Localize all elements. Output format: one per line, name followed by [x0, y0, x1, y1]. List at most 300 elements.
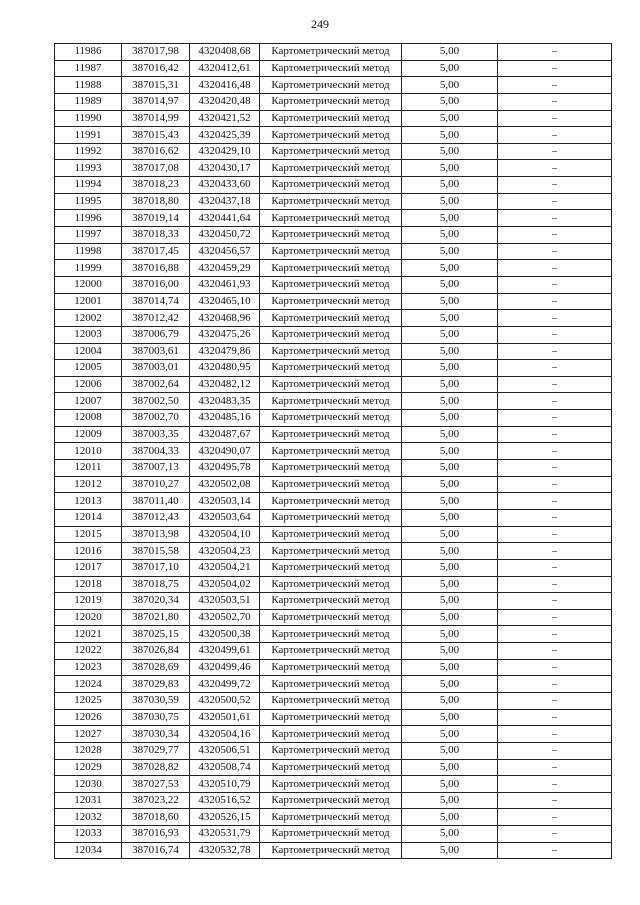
accuracy-cell: 5,00 [402, 776, 498, 793]
note-cell: – [498, 44, 612, 61]
point-number-cell: 12019 [55, 593, 122, 610]
x-coordinate-cell: 387016,62 [122, 143, 190, 160]
x-coordinate-cell: 387017,98 [122, 44, 190, 61]
x-coordinate-cell: 387028,69 [122, 659, 190, 676]
x-coordinate-cell: 387012,43 [122, 509, 190, 526]
table-row [55, 659, 612, 676]
point-number-cell: 12034 [55, 842, 122, 859]
x-coordinate-cell: 387017,45 [122, 243, 190, 260]
table-row [55, 643, 612, 660]
accuracy-cell: 5,00 [402, 44, 498, 61]
method-cell: Картометрический метод [260, 809, 402, 826]
x-coordinate-cell: 387018,33 [122, 227, 190, 244]
table-row [55, 726, 612, 743]
accuracy-cell: 5,00 [402, 460, 498, 477]
method-cell: Картометрический метод [260, 676, 402, 693]
y-coordinate-cell: 4320441,64 [190, 210, 260, 227]
point-number-cell: 12001 [55, 293, 122, 310]
table-row [55, 227, 612, 244]
y-coordinate-cell: 4320461,93 [190, 276, 260, 293]
point-number-cell: 12004 [55, 343, 122, 360]
method-cell: Картометрический метод [260, 692, 402, 709]
note-cell: – [498, 110, 612, 127]
point-number-cell: 12015 [55, 526, 122, 543]
method-cell: Картометрический метод [260, 210, 402, 227]
point-number-cell: 12030 [55, 776, 122, 793]
point-number-cell: 12016 [55, 543, 122, 560]
point-number-cell: 12014 [55, 509, 122, 526]
accuracy-cell: 5,00 [402, 60, 498, 77]
table-row [55, 293, 612, 310]
table-row [55, 376, 612, 393]
point-number-cell: 12026 [55, 709, 122, 726]
table-row [55, 526, 612, 543]
accuracy-cell: 5,00 [402, 526, 498, 543]
accuracy-cell: 5,00 [402, 759, 498, 776]
y-coordinate-cell: 4320437,18 [190, 193, 260, 210]
accuracy-cell: 5,00 [402, 343, 498, 360]
note-cell: – [498, 310, 612, 327]
note-cell: – [498, 293, 612, 310]
table-row [55, 276, 612, 293]
method-cell: Картометрический метод [260, 60, 402, 77]
x-coordinate-cell: 387011,40 [122, 493, 190, 510]
table-row [55, 143, 612, 160]
accuracy-cell: 5,00 [402, 426, 498, 443]
note-cell: – [498, 243, 612, 260]
accuracy-cell: 5,00 [402, 509, 498, 526]
accuracy-cell: 5,00 [402, 243, 498, 260]
method-cell: Картометрический метод [260, 393, 402, 410]
method-cell: Картометрический метод [260, 177, 402, 194]
x-coordinate-cell: 387017,10 [122, 559, 190, 576]
point-number-cell: 12032 [55, 809, 122, 826]
point-number-cell: 12025 [55, 692, 122, 709]
method-cell: Картометрический метод [260, 792, 402, 809]
method-cell: Картометрический метод [260, 493, 402, 510]
method-cell: Картометрический метод [260, 260, 402, 277]
note-cell: – [498, 426, 612, 443]
note-cell: – [498, 792, 612, 809]
note-cell: – [498, 393, 612, 410]
point-number-cell: 12027 [55, 726, 122, 743]
note-cell: – [498, 526, 612, 543]
y-coordinate-cell: 4320412,61 [190, 60, 260, 77]
method-cell: Картометрический метод [260, 343, 402, 360]
table-row [55, 210, 612, 227]
point-number-cell: 12003 [55, 326, 122, 343]
x-coordinate-cell: 387026,84 [122, 643, 190, 660]
table-row [55, 110, 612, 127]
note-cell: – [498, 460, 612, 477]
note-cell: – [498, 227, 612, 244]
note-cell: – [498, 742, 612, 759]
y-coordinate-cell: 4320503,64 [190, 509, 260, 526]
table-row [55, 776, 612, 793]
point-number-cell: 12005 [55, 360, 122, 377]
x-coordinate-cell: 387003,01 [122, 360, 190, 377]
x-coordinate-cell: 387003,35 [122, 426, 190, 443]
table-row [55, 77, 612, 94]
point-number-cell: 12009 [55, 426, 122, 443]
y-coordinate-cell: 4320430,17 [190, 160, 260, 177]
x-coordinate-cell: 387014,74 [122, 293, 190, 310]
table-row [55, 559, 612, 576]
method-cell: Картометрический метод [260, 360, 402, 377]
y-coordinate-cell: 4320416,48 [190, 77, 260, 94]
y-coordinate-cell: 4320503,14 [190, 493, 260, 510]
accuracy-cell: 5,00 [402, 643, 498, 660]
table-row [55, 676, 612, 693]
x-coordinate-cell: 387020,34 [122, 593, 190, 610]
y-coordinate-cell: 4320500,38 [190, 626, 260, 643]
note-cell: – [498, 376, 612, 393]
note-cell: – [498, 809, 612, 826]
x-coordinate-cell: 387016,00 [122, 276, 190, 293]
accuracy-cell: 5,00 [402, 143, 498, 160]
note-cell: – [498, 826, 612, 843]
point-number-cell: 12028 [55, 742, 122, 759]
accuracy-cell: 5,00 [402, 210, 498, 227]
method-cell: Картометрический метод [260, 576, 402, 593]
x-coordinate-cell: 387002,50 [122, 393, 190, 410]
x-coordinate-cell: 387013,98 [122, 526, 190, 543]
method-cell: Картометрический метод [260, 143, 402, 160]
note-cell: – [498, 776, 612, 793]
accuracy-cell: 5,00 [402, 227, 498, 244]
table-row [55, 260, 612, 277]
method-cell: Картометрический метод [260, 559, 402, 576]
accuracy-cell: 5,00 [402, 543, 498, 560]
note-cell: – [498, 709, 612, 726]
note-cell: – [498, 692, 612, 709]
method-cell: Картометрический метод [260, 443, 402, 460]
accuracy-cell: 5,00 [402, 127, 498, 144]
table-body [55, 44, 612, 859]
accuracy-cell: 5,00 [402, 792, 498, 809]
table-row [55, 692, 612, 709]
table-row [55, 443, 612, 460]
table-row [55, 792, 612, 809]
x-coordinate-cell: 387012,42 [122, 310, 190, 327]
point-number-cell: 11999 [55, 260, 122, 277]
method-cell: Картометрический метод [260, 776, 402, 793]
point-number-cell: 11997 [55, 227, 122, 244]
y-coordinate-cell: 4320490,07 [190, 443, 260, 460]
x-coordinate-cell: 387015,43 [122, 127, 190, 144]
point-number-cell: 12031 [55, 792, 122, 809]
note-cell: – [498, 360, 612, 377]
note-cell: – [498, 593, 612, 610]
y-coordinate-cell: 4320499,61 [190, 643, 260, 660]
table-row [55, 826, 612, 843]
accuracy-cell: 5,00 [402, 626, 498, 643]
method-cell: Картометрический метод [260, 643, 402, 660]
accuracy-cell: 5,00 [402, 476, 498, 493]
note-cell: – [498, 410, 612, 427]
table-row [55, 410, 612, 427]
accuracy-cell: 5,00 [402, 360, 498, 377]
note-cell: – [498, 177, 612, 194]
y-coordinate-cell: 4320500,52 [190, 692, 260, 709]
note-cell: – [498, 543, 612, 560]
y-coordinate-cell: 4320475,26 [190, 326, 260, 343]
y-coordinate-cell: 4320468,96 [190, 310, 260, 327]
accuracy-cell: 5,00 [402, 709, 498, 726]
accuracy-cell: 5,00 [402, 77, 498, 94]
x-coordinate-cell: 387014,99 [122, 110, 190, 127]
point-number-cell: 12023 [55, 659, 122, 676]
y-coordinate-cell: 4320502,70 [190, 609, 260, 626]
note-cell: – [498, 626, 612, 643]
method-cell: Картометрический метод [260, 726, 402, 743]
accuracy-cell: 5,00 [402, 593, 498, 610]
table-row [55, 626, 612, 643]
table-row [55, 609, 612, 626]
method-cell: Картометрический метод [260, 826, 402, 843]
x-coordinate-cell: 387030,59 [122, 692, 190, 709]
x-coordinate-cell: 387017,08 [122, 160, 190, 177]
x-coordinate-cell: 387018,23 [122, 177, 190, 194]
point-number-cell: 12007 [55, 393, 122, 410]
method-cell: Картометрический метод [260, 609, 402, 626]
method-cell: Картометрический метод [260, 44, 402, 61]
table-row [55, 709, 612, 726]
method-cell: Картометрический метод [260, 127, 402, 144]
point-number-cell: 12011 [55, 460, 122, 477]
point-number-cell: 12000 [55, 276, 122, 293]
table-row [55, 593, 612, 610]
note-cell: – [498, 493, 612, 510]
method-cell: Картометрический метод [260, 376, 402, 393]
x-coordinate-cell: 387028,82 [122, 759, 190, 776]
accuracy-cell: 5,00 [402, 676, 498, 693]
method-cell: Картометрический метод [260, 410, 402, 427]
x-coordinate-cell: 387006,79 [122, 326, 190, 343]
y-coordinate-cell: 4320479,86 [190, 343, 260, 360]
point-number-cell: 11986 [55, 44, 122, 61]
accuracy-cell: 5,00 [402, 842, 498, 859]
accuracy-cell: 5,00 [402, 276, 498, 293]
table-row [55, 809, 612, 826]
accuracy-cell: 5,00 [402, 110, 498, 127]
x-coordinate-cell: 387015,58 [122, 543, 190, 560]
table-row [55, 93, 612, 110]
y-coordinate-cell: 4320421,52 [190, 110, 260, 127]
method-cell: Картометрический метод [260, 110, 402, 127]
x-coordinate-cell: 387030,75 [122, 709, 190, 726]
point-number-cell: 12021 [55, 626, 122, 643]
method-cell: Картометрический метод [260, 310, 402, 327]
y-coordinate-cell: 4320456,57 [190, 243, 260, 260]
method-cell: Картометрический метод [260, 626, 402, 643]
method-cell: Картометрический метод [260, 276, 402, 293]
x-coordinate-cell: 387019,14 [122, 210, 190, 227]
y-coordinate-cell: 4320499,72 [190, 676, 260, 693]
note-cell: – [498, 476, 612, 493]
y-coordinate-cell: 4320408,68 [190, 44, 260, 61]
x-coordinate-cell: 387014,97 [122, 93, 190, 110]
x-coordinate-cell: 387007,13 [122, 460, 190, 477]
note-cell: – [498, 160, 612, 177]
accuracy-cell: 5,00 [402, 692, 498, 709]
y-coordinate-cell: 4320480,95 [190, 360, 260, 377]
table-row [55, 160, 612, 177]
y-coordinate-cell: 4320508,74 [190, 759, 260, 776]
note-cell: – [498, 343, 612, 360]
x-coordinate-cell: 387029,83 [122, 676, 190, 693]
accuracy-cell: 5,00 [402, 260, 498, 277]
y-coordinate-cell: 4320499,46 [190, 659, 260, 676]
accuracy-cell: 5,00 [402, 393, 498, 410]
point-number-cell: 11995 [55, 193, 122, 210]
method-cell: Картометрический метод [260, 543, 402, 560]
method-cell: Картометрический метод [260, 193, 402, 210]
table-row [55, 426, 612, 443]
y-coordinate-cell: 4320482,12 [190, 376, 260, 393]
point-number-cell: 11994 [55, 177, 122, 194]
table-row [55, 460, 612, 477]
note-cell: – [498, 842, 612, 859]
x-coordinate-cell: 387023,22 [122, 792, 190, 809]
x-coordinate-cell: 387002,64 [122, 376, 190, 393]
y-coordinate-cell: 4320526,15 [190, 809, 260, 826]
method-cell: Картометрический метод [260, 509, 402, 526]
table-row [55, 343, 612, 360]
method-cell: Картометрический метод [260, 160, 402, 177]
x-coordinate-cell: 387027,53 [122, 776, 190, 793]
note-cell: – [498, 193, 612, 210]
y-coordinate-cell: 4320485,16 [190, 410, 260, 427]
note-cell: – [498, 260, 612, 277]
note-cell: – [498, 127, 612, 144]
note-cell: – [498, 576, 612, 593]
point-number-cell: 12013 [55, 493, 122, 510]
note-cell: – [498, 659, 612, 676]
x-coordinate-cell: 387002,70 [122, 410, 190, 427]
accuracy-cell: 5,00 [402, 177, 498, 194]
method-cell: Картометрический метод [260, 227, 402, 244]
note-cell: – [498, 559, 612, 576]
x-coordinate-cell: 387010,27 [122, 476, 190, 493]
point-number-cell: 12029 [55, 759, 122, 776]
point-number-cell: 11987 [55, 60, 122, 77]
point-number-cell: 11991 [55, 127, 122, 144]
x-coordinate-cell: 387018,75 [122, 576, 190, 593]
point-number-cell: 12033 [55, 826, 122, 843]
table-row [55, 177, 612, 194]
accuracy-cell: 5,00 [402, 410, 498, 427]
note-cell: – [498, 60, 612, 77]
y-coordinate-cell: 4320532,78 [190, 842, 260, 859]
x-coordinate-cell: 387016,88 [122, 260, 190, 277]
point-number-cell: 11989 [55, 93, 122, 110]
method-cell: Картометрический метод [260, 93, 402, 110]
x-coordinate-cell: 387016,42 [122, 60, 190, 77]
point-number-cell: 12017 [55, 559, 122, 576]
method-cell: Картометрический метод [260, 426, 402, 443]
note-cell: – [498, 676, 612, 693]
y-coordinate-cell: 4320433,60 [190, 177, 260, 194]
y-coordinate-cell: 4320504,21 [190, 559, 260, 576]
x-coordinate-cell: 387021,80 [122, 609, 190, 626]
y-coordinate-cell: 4320516,52 [190, 792, 260, 809]
method-cell: Картометрический метод [260, 460, 402, 477]
y-coordinate-cell: 4320504,16 [190, 726, 260, 743]
note-cell: – [498, 726, 612, 743]
point-number-cell: 11993 [55, 160, 122, 177]
y-coordinate-cell: 4320506,51 [190, 742, 260, 759]
y-coordinate-cell: 4320459,29 [190, 260, 260, 277]
y-coordinate-cell: 4320483,35 [190, 393, 260, 410]
table-row [55, 476, 612, 493]
x-coordinate-cell: 387029,77 [122, 742, 190, 759]
method-cell: Картометрический метод [260, 659, 402, 676]
accuracy-cell: 5,00 [402, 559, 498, 576]
table-row [55, 393, 612, 410]
point-number-cell: 12008 [55, 410, 122, 427]
x-coordinate-cell: 387004,33 [122, 443, 190, 460]
note-cell: – [498, 276, 612, 293]
y-coordinate-cell: 4320487,67 [190, 426, 260, 443]
x-coordinate-cell: 387003,61 [122, 343, 190, 360]
accuracy-cell: 5,00 [402, 193, 498, 210]
method-cell: Картометрический метод [260, 293, 402, 310]
method-cell: Картометрический метод [260, 593, 402, 610]
table-row [55, 310, 612, 327]
method-cell: Картометрический метод [260, 77, 402, 94]
point-number-cell: 11990 [55, 110, 122, 127]
y-coordinate-cell: 4320510,79 [190, 776, 260, 793]
y-coordinate-cell: 4320504,10 [190, 526, 260, 543]
table-row [55, 360, 612, 377]
note-cell: – [498, 643, 612, 660]
note-cell: – [498, 443, 612, 460]
table-row [55, 493, 612, 510]
table-row [55, 193, 612, 210]
point-number-cell: 12010 [55, 443, 122, 460]
page-number: 249 [311, 17, 329, 31]
y-coordinate-cell: 4320504,23 [190, 543, 260, 560]
table-row [55, 842, 612, 859]
y-coordinate-cell: 4320425,39 [190, 127, 260, 144]
x-coordinate-cell: 387025,15 [122, 626, 190, 643]
point-number-cell: 12002 [55, 310, 122, 327]
method-cell: Картометрический метод [260, 842, 402, 859]
accuracy-cell: 5,00 [402, 659, 498, 676]
table-row [55, 509, 612, 526]
table-row [55, 543, 612, 560]
note-cell: – [498, 77, 612, 94]
point-number-cell: 12012 [55, 476, 122, 493]
x-coordinate-cell: 387030,34 [122, 726, 190, 743]
accuracy-cell: 5,00 [402, 609, 498, 626]
method-cell: Картометрический метод [260, 526, 402, 543]
accuracy-cell: 5,00 [402, 293, 498, 310]
accuracy-cell: 5,00 [402, 742, 498, 759]
accuracy-cell: 5,00 [402, 443, 498, 460]
table-row [55, 742, 612, 759]
y-coordinate-cell: 4320501,61 [190, 709, 260, 726]
accuracy-cell: 5,00 [402, 576, 498, 593]
point-number-cell: 12018 [55, 576, 122, 593]
method-cell: Картометрический метод [260, 709, 402, 726]
accuracy-cell: 5,00 [402, 726, 498, 743]
x-coordinate-cell: 387018,80 [122, 193, 190, 210]
y-coordinate-cell: 4320450,72 [190, 227, 260, 244]
y-coordinate-cell: 4320429,10 [190, 143, 260, 160]
method-cell: Картометрический метод [260, 476, 402, 493]
